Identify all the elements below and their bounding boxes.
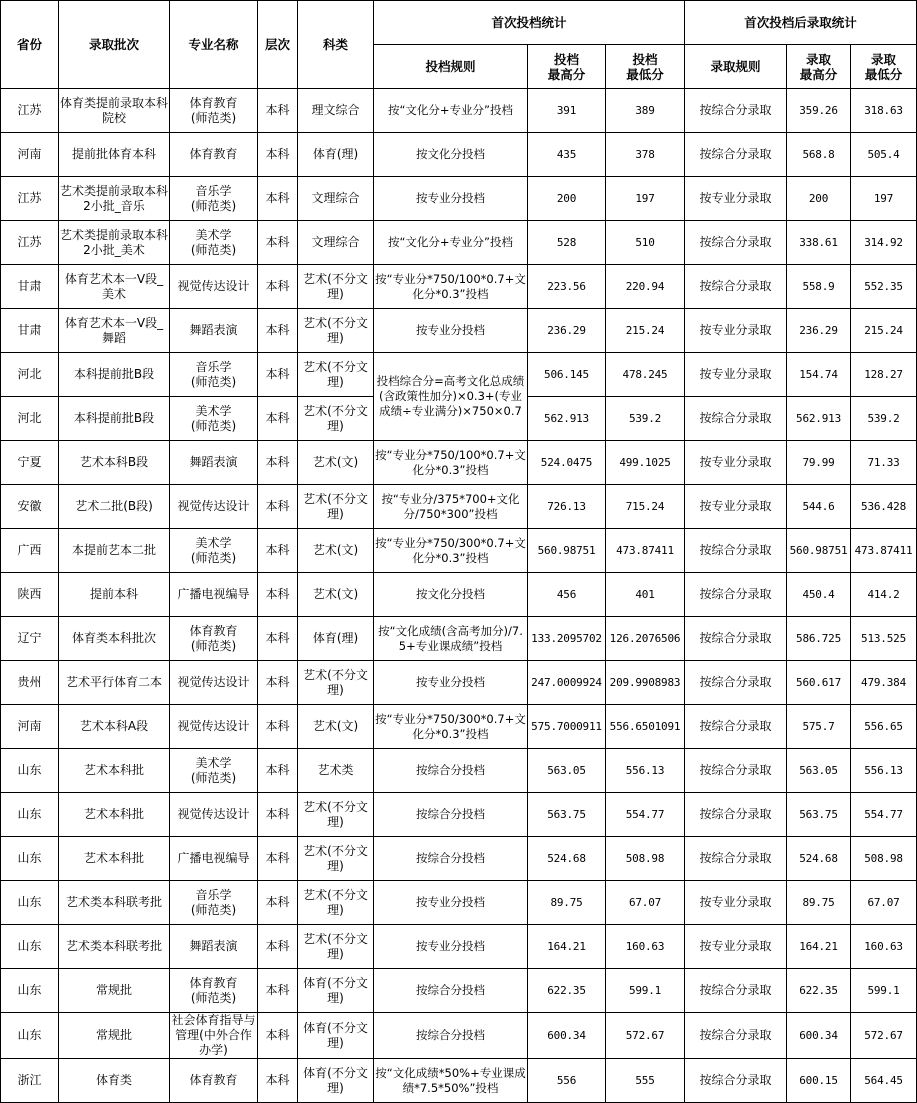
cell-first-rule: 按文化分投档: [374, 573, 528, 617]
table-row: [1, 837, 917, 881]
table-row: [1, 177, 917, 221]
table-row: [1, 881, 917, 925]
cell-category: 体育(不分文理): [298, 1059, 374, 1103]
cell-first-rule: 按专业分投档: [374, 177, 528, 221]
cell-level: 本科: [258, 1013, 298, 1059]
cell-after-min: 479.384: [851, 661, 917, 705]
cell-major: 视觉传达设计: [170, 485, 258, 529]
cell-category: 艺术(文): [298, 705, 374, 749]
cell-batch: 艺术类提前录取本科2小批_音乐: [59, 177, 170, 221]
cell-after-min: 505.4: [851, 133, 917, 177]
cell-first-min: 556.13: [606, 749, 685, 793]
cell-after-rule: 按专业分录取: [685, 353, 787, 397]
cell-batch: 艺术本科批: [59, 793, 170, 837]
cell-category: 艺术(文): [298, 529, 374, 573]
cell-first-max: 223.56: [528, 265, 606, 309]
cell-first-max: 562.913: [528, 397, 606, 441]
cell-after-min: 556.13: [851, 749, 917, 793]
table-row: [1, 793, 917, 837]
cell-batch: 艺术类本科联考批: [59, 881, 170, 925]
cell-major: 美术学 (师范类): [170, 397, 258, 441]
cell-first-rule: 按综合分投档: [374, 793, 528, 837]
header-after-group: 首次投档后录取统计: [685, 1, 917, 45]
cell-first-min: 220.94: [606, 265, 685, 309]
cell-first-min: 572.67: [606, 1013, 685, 1059]
cell-after-max: 524.68: [787, 837, 851, 881]
cell-major: 体育教育 (师范类): [170, 969, 258, 1013]
cell-province: 广西: [1, 529, 59, 573]
cell-first-max: 236.29: [528, 309, 606, 353]
cell-first-min: 197: [606, 177, 685, 221]
cell-after-min: 539.2: [851, 397, 917, 441]
cell-after-max: 622.35: [787, 969, 851, 1013]
cell-after-rule: 按综合分录取: [685, 89, 787, 133]
table-row: [1, 485, 917, 529]
cell-province: 河南: [1, 705, 59, 749]
cell-major: 音乐学 (师范类): [170, 881, 258, 925]
cell-first-min: 539.2: [606, 397, 685, 441]
cell-batch: 艺术平行体育二本: [59, 661, 170, 705]
cell-after-max: 600.15: [787, 1059, 851, 1103]
table-row: [1, 705, 917, 749]
cell-after-max: 359.26: [787, 89, 851, 133]
cell-first-min: 389: [606, 89, 685, 133]
table-row: [1, 617, 917, 661]
cell-batch: 体育艺术本一V段_舞蹈: [59, 309, 170, 353]
cell-batch: 体育艺术本一V段_美术: [59, 265, 170, 309]
cell-province: 山东: [1, 749, 59, 793]
cell-major: 美术学 (师范类): [170, 221, 258, 265]
cell-after-min: 318.63: [851, 89, 917, 133]
cell-first-rule: 按综合分投档: [374, 1013, 528, 1059]
table-row: [1, 573, 917, 617]
cell-after-max: 563.75: [787, 793, 851, 837]
cell-major: 视觉传达设计: [170, 793, 258, 837]
cell-after-max: 560.98751: [787, 529, 851, 573]
cell-first-min: 401: [606, 573, 685, 617]
cell-major: 音乐学 (师范类): [170, 353, 258, 397]
cell-after-min: 508.98: [851, 837, 917, 881]
cell-batch: 艺术本科批: [59, 837, 170, 881]
cell-province: 贵州: [1, 661, 59, 705]
cell-first-max: 622.35: [528, 969, 606, 1013]
cell-after-rule: 按综合分录取: [685, 749, 787, 793]
cell-first-rule: 按专业分投档: [374, 881, 528, 925]
table-row: [1, 925, 917, 969]
cell-major: 视觉传达设计: [170, 661, 258, 705]
table-row: [1, 529, 917, 573]
cell-batch: 常规批: [59, 969, 170, 1013]
cell-after-min: 599.1: [851, 969, 917, 1013]
cell-after-max: 600.34: [787, 1013, 851, 1059]
cell-first-rule: 按“专业分*750/100*0.7+文化分*0.3”投档: [374, 265, 528, 309]
cell-category: 艺术(不分文理): [298, 793, 374, 837]
cell-after-rule: 按综合分录取: [685, 133, 787, 177]
cell-first-max: 506.145: [528, 353, 606, 397]
cell-province: 江苏: [1, 89, 59, 133]
cell-after-rule: 按综合分录取: [685, 705, 787, 749]
cell-province: 河北: [1, 397, 59, 441]
cell-first-min: 715.24: [606, 485, 685, 529]
cell-first-min: 215.24: [606, 309, 685, 353]
cell-after-max: 154.74: [787, 353, 851, 397]
cell-first-rule: 按专业分投档: [374, 925, 528, 969]
cell-after-min: 314.92: [851, 221, 917, 265]
cell-major: 体育教育: [170, 1059, 258, 1103]
table-row: [1, 749, 917, 793]
cell-after-max: 79.99: [787, 441, 851, 485]
cell-first-rule: 按“文化成绩*50%+专业课成绩*7.5*50%”投档: [374, 1059, 528, 1103]
cell-after-rule: 按专业分录取: [685, 177, 787, 221]
cell-category: 艺术(文): [298, 573, 374, 617]
cell-category: 艺术(不分文理): [298, 353, 374, 397]
cell-after-rule: 按综合分录取: [685, 837, 787, 881]
cell-major: 广播电视编导: [170, 837, 258, 881]
cell-category: 文理综合: [298, 177, 374, 221]
cell-province: 甘肃: [1, 265, 59, 309]
cell-first-max: 164.21: [528, 925, 606, 969]
cell-first-max: 391: [528, 89, 606, 133]
cell-after-max: 563.05: [787, 749, 851, 793]
cell-after-max: 562.913: [787, 397, 851, 441]
cell-after-min: 552.35: [851, 265, 917, 309]
cell-province: 江苏: [1, 177, 59, 221]
header-first-max: 投档 最高分: [528, 45, 606, 89]
cell-first-max: 524.68: [528, 837, 606, 881]
cell-first-max: 575.7000911: [528, 705, 606, 749]
cell-first-max: 456: [528, 573, 606, 617]
header-category: 科类: [298, 1, 374, 89]
cell-after-rule: 按综合分录取: [685, 573, 787, 617]
cell-after-rule: 按综合分录取: [685, 1013, 787, 1059]
cell-first-max: 435: [528, 133, 606, 177]
cell-level: 本科: [258, 485, 298, 529]
cell-first-rule: 按“文化成绩(含高考加分)/7.5+专业课成绩”投档: [374, 617, 528, 661]
cell-after-rule: 按专业分录取: [685, 881, 787, 925]
header-first-min: 投档 最低分: [606, 45, 685, 89]
cell-after-max: 450.4: [787, 573, 851, 617]
cell-category: 体育(不分文理): [298, 969, 374, 1013]
cell-first-min: 209.9908983: [606, 661, 685, 705]
table-row: [1, 1013, 917, 1059]
cell-level: 本科: [258, 397, 298, 441]
cell-after-rule: 按综合分录取: [685, 397, 787, 441]
cell-first-rule: 按综合分投档: [374, 749, 528, 793]
cell-after-min: 564.45: [851, 1059, 917, 1103]
cell-category: 艺术(文): [298, 441, 374, 485]
cell-province: 河南: [1, 133, 59, 177]
cell-category: 艺术(不分文理): [298, 485, 374, 529]
cell-first-rule: 按专业分投档: [374, 309, 528, 353]
cell-after-rule: 按综合分录取: [685, 1059, 787, 1103]
cell-after-min: 554.77: [851, 793, 917, 837]
cell-after-max: 558.9: [787, 265, 851, 309]
cell-after-max: 544.6: [787, 485, 851, 529]
cell-after-rule: 按专业分录取: [685, 485, 787, 529]
cell-first-min: 160.63: [606, 925, 685, 969]
cell-after-min: 215.24: [851, 309, 917, 353]
cell-batch: 艺术二批(B段): [59, 485, 170, 529]
cell-province: 江苏: [1, 221, 59, 265]
cell-level: 本科: [258, 705, 298, 749]
table-row: [1, 265, 917, 309]
cell-after-max: 568.8: [787, 133, 851, 177]
cell-after-max: 338.61: [787, 221, 851, 265]
cell-after-rule: 按综合分录取: [685, 969, 787, 1013]
cell-first-rule: 按“专业分*750/300*0.7+文化分*0.3”投档: [374, 529, 528, 573]
cell-first-rule: 按“文化分+专业分”投档: [374, 89, 528, 133]
cell-batch: 本科提前批B段: [59, 353, 170, 397]
header-province: 省份: [1, 1, 59, 89]
table-row: [1, 1059, 917, 1103]
cell-after-min: 536.428: [851, 485, 917, 529]
cell-province: 山东: [1, 969, 59, 1013]
table-row: [1, 661, 917, 705]
header-first-rule: 投档规则: [374, 45, 528, 89]
cell-province: 河北: [1, 353, 59, 397]
cell-first-max: 560.98751: [528, 529, 606, 573]
cell-level: 本科: [258, 309, 298, 353]
cell-first-max: 726.13: [528, 485, 606, 529]
cell-category: 艺术(不分文理): [298, 265, 374, 309]
cell-first-rule: 按“专业分/375*700+文化分/750*300”投档: [374, 485, 528, 529]
cell-after-rule: 按专业分录取: [685, 441, 787, 485]
cell-after-rule: 按综合分录取: [685, 617, 787, 661]
cell-after-max: 89.75: [787, 881, 851, 925]
cell-after-min: 128.27: [851, 353, 917, 397]
cell-level: 本科: [258, 133, 298, 177]
cell-province: 山东: [1, 837, 59, 881]
cell-after-rule: 按专业分录取: [685, 309, 787, 353]
cell-major: 体育教育 (师范类): [170, 89, 258, 133]
cell-first-min: 508.98: [606, 837, 685, 881]
table-row: [1, 133, 917, 177]
cell-province: 辽宁: [1, 617, 59, 661]
cell-province: 山东: [1, 925, 59, 969]
cell-category: 体育(理): [298, 617, 374, 661]
cell-after-rule: 按综合分录取: [685, 793, 787, 837]
cell-category: 体育(理): [298, 133, 374, 177]
header-batch: 录取批次: [59, 1, 170, 89]
cell-batch: 提前本科: [59, 573, 170, 617]
cell-level: 本科: [258, 221, 298, 265]
cell-after-rule: 按综合分录取: [685, 265, 787, 309]
cell-category: 艺术(不分文理): [298, 881, 374, 925]
cell-after-rule: 按专业分录取: [685, 925, 787, 969]
cell-first-max: 600.34: [528, 1013, 606, 1059]
cell-level: 本科: [258, 617, 298, 661]
cell-category: 艺术类: [298, 749, 374, 793]
cell-level: 本科: [258, 441, 298, 485]
cell-major: 体育教育: [170, 133, 258, 177]
cell-batch: 体育类: [59, 1059, 170, 1103]
cell-after-min: 414.2: [851, 573, 917, 617]
cell-after-rule: 按综合分录取: [685, 529, 787, 573]
cell-province: 山东: [1, 1013, 59, 1059]
cell-after-min: 556.65: [851, 705, 917, 749]
cell-level: 本科: [258, 529, 298, 573]
header-after-rule: 录取规则: [685, 45, 787, 89]
cell-category: 文理综合: [298, 221, 374, 265]
cell-after-max: 200: [787, 177, 851, 221]
cell-after-max: 236.29: [787, 309, 851, 353]
cell-after-min: 572.67: [851, 1013, 917, 1059]
cell-major: 音乐学 (师范类): [170, 177, 258, 221]
table-row: [1, 89, 917, 133]
cell-after-max: 560.617: [787, 661, 851, 705]
cell-first-rule: 按综合分投档: [374, 837, 528, 881]
cell-after-max: 586.725: [787, 617, 851, 661]
cell-batch: 本科提前批B段: [59, 397, 170, 441]
cell-major: 视觉传达设计: [170, 265, 258, 309]
cell-batch: 艺术本科A段: [59, 705, 170, 749]
cell-first-rule: 按“专业分*750/300*0.7+文化分*0.3”投档: [374, 705, 528, 749]
table-row: [1, 441, 917, 485]
cell-first-min: 499.1025: [606, 441, 685, 485]
cell-first-min: 378: [606, 133, 685, 177]
cell-first-max: 524.0475: [528, 441, 606, 485]
cell-level: 本科: [258, 661, 298, 705]
cell-first-max: 563.05: [528, 749, 606, 793]
cell-province: 宁夏: [1, 441, 59, 485]
cell-first-max: 528: [528, 221, 606, 265]
cell-major: 社会体育指导与管理(中外合作办学): [171, 1013, 256, 1057]
cell-level: 本科: [258, 265, 298, 309]
cell-after-min: 473.87411: [851, 529, 917, 573]
cell-major: 舞蹈表演: [170, 309, 258, 353]
cell-level: 本科: [258, 925, 298, 969]
cell-category: 艺术(不分文理): [298, 309, 374, 353]
header-major: 专业名称: [170, 1, 258, 89]
cell-first-max: 200: [528, 177, 606, 221]
cell-batch: 本提前艺本二批: [59, 529, 170, 573]
cell-batch: 体育类提前录取本科院校: [59, 89, 170, 133]
cell-first-min: 510: [606, 221, 685, 265]
cell-first-max: 247.0009924: [528, 661, 606, 705]
cell-major: 视觉传达设计: [170, 705, 258, 749]
cell-major: 体育教育 (师范类): [170, 617, 258, 661]
cell-category: 艺术(不分文理): [298, 661, 374, 705]
cell-level: 本科: [258, 793, 298, 837]
header-level: 层次: [258, 1, 298, 89]
header-first-group: 首次投档统计: [374, 1, 685, 45]
cell-first-max: 563.75: [528, 793, 606, 837]
cell-after-rule: 按综合分录取: [685, 221, 787, 265]
table-row: [1, 353, 917, 397]
cell-after-max: 164.21: [787, 925, 851, 969]
cell-level: 本科: [258, 969, 298, 1013]
cell-after-min: 513.525: [851, 617, 917, 661]
cell-batch: 体育类本科批次: [59, 617, 170, 661]
cell-first-max: 89.75: [528, 881, 606, 925]
cell-major: 广播电视编导: [170, 573, 258, 617]
cell-first-min: 555: [606, 1059, 685, 1103]
cell-major: 美术学 (师范类): [170, 529, 258, 573]
cell-first-min: 473.87411: [606, 529, 685, 573]
cell-province: 陕西: [1, 573, 59, 617]
header-after-min: 录取 最低分: [851, 45, 917, 89]
cell-province: 山东: [1, 881, 59, 925]
cell-after-min: 197: [851, 177, 917, 221]
cell-first-min: 478.245: [606, 353, 685, 397]
cell-category: 艺术(不分文理): [298, 397, 374, 441]
cell-first-max: 556: [528, 1059, 606, 1103]
cell-after-max: 575.7: [787, 705, 851, 749]
cell-first-min: 599.1: [606, 969, 685, 1013]
cell-after-rule: 按综合分录取: [685, 661, 787, 705]
cell-first-max: 133.2095702: [528, 617, 606, 661]
cell-first-rule: 按文化分投档: [374, 133, 528, 177]
cell-major: 舞蹈表演: [170, 441, 258, 485]
cell-major: 美术学 (师范类): [170, 749, 258, 793]
cell-level: 本科: [258, 353, 298, 397]
cell-batch: 常规批: [59, 1013, 170, 1059]
cell-level: 本科: [258, 573, 298, 617]
cell-first-rule: 按专业分投档: [374, 661, 528, 705]
table-body: [1, 89, 917, 1103]
cell-level: 本科: [258, 749, 298, 793]
cell-first-rule: 按综合分投档: [374, 969, 528, 1013]
cell-first-rule: 按“专业分*750/100*0.7+文化分*0.3”投档: [374, 441, 528, 485]
cell-level: 本科: [258, 837, 298, 881]
cell-batch: 艺术类提前录取本科2小批_美术: [59, 221, 170, 265]
cell-category: 艺术(不分文理): [298, 837, 374, 881]
cell-batch: 艺术本科批: [59, 749, 170, 793]
table-row: [1, 309, 917, 353]
cell-province: 浙江: [1, 1059, 59, 1103]
cell-first-rule: 投档综合分=高考文化总成绩(含政策性加分)×0.3+(专业成绩÷专业满分)×750×0.7: [374, 353, 528, 441]
cell-category: 理文综合: [298, 89, 374, 133]
cell-level: 本科: [258, 177, 298, 221]
cell-batch: 提前批体育本科: [59, 133, 170, 177]
cell-batch: 艺术类本科联考批: [59, 925, 170, 969]
cell-after-min: 67.07: [851, 881, 917, 925]
cell-major: 舞蹈表演: [170, 925, 258, 969]
cell-level: 本科: [258, 89, 298, 133]
cell-first-min: 554.77: [606, 793, 685, 837]
cell-batch: 艺术本科B段: [59, 441, 170, 485]
cell-first-min: 556.6501091: [606, 705, 685, 749]
cell-category: 艺术(不分文理): [298, 925, 374, 969]
cell-level: 本科: [258, 1059, 298, 1103]
cell-after-min: 71.33: [851, 441, 917, 485]
cell-first-rule: 按“文化分+专业分”投档: [374, 221, 528, 265]
cell-first-min: 126.2076506: [606, 617, 685, 661]
cell-province: 山东: [1, 793, 59, 837]
cell-level: 本科: [258, 881, 298, 925]
header-after-max: 录取 最高分: [787, 45, 851, 89]
table-row: [1, 221, 917, 265]
cell-first-min: 67.07: [606, 881, 685, 925]
cell-province: 甘肃: [1, 309, 59, 353]
cell-province: 安徽: [1, 485, 59, 529]
cell-after-min: 160.63: [851, 925, 917, 969]
cell-category: 体育(不分文理): [298, 1013, 374, 1059]
table-row: [1, 969, 917, 1013]
